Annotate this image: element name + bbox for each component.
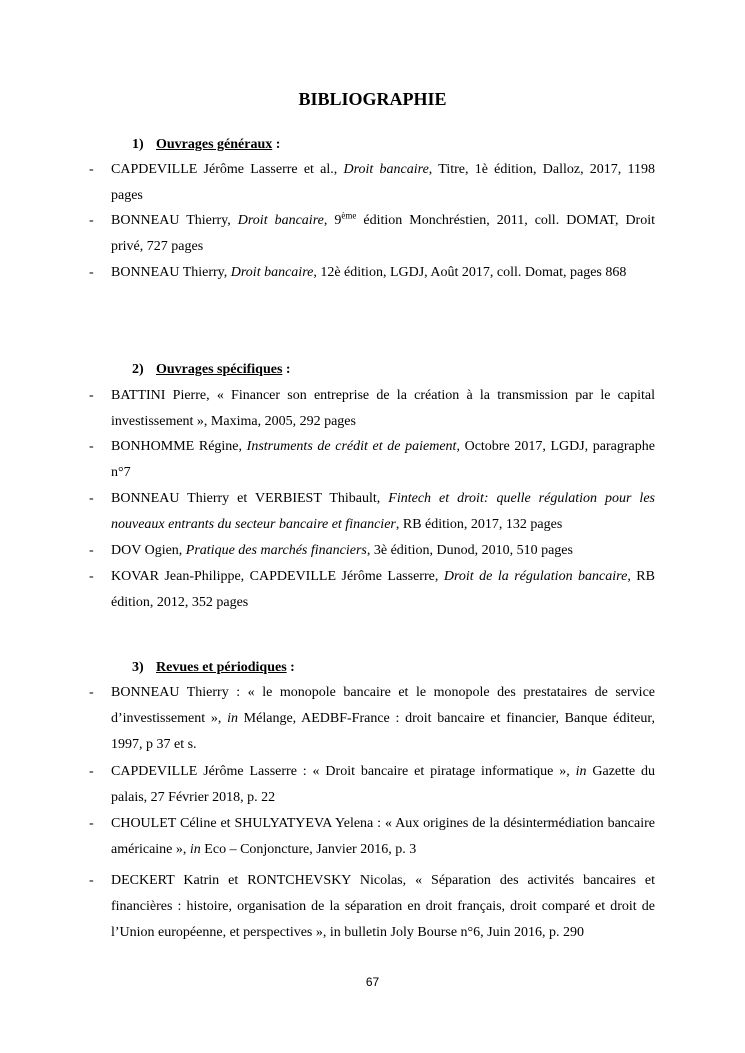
bibliography-entry bbox=[111, 680, 655, 758]
entry-italic-text: in bbox=[189, 842, 201, 857]
entry-text: Mélange, AEDBF-France : droit bancaire et financier, Banque éditeur, 1997, p 37 et s. bbox=[111, 711, 655, 752]
entry-text: , 12è édition, LGDJ, Août 2017, coll. Domat, pages 868 bbox=[313, 265, 627, 280]
list-bullet: - bbox=[89, 543, 94, 558]
entry-text: KOVAR Jean-Philippe, CAPDEVILLE Jérôme Lasserre, bbox=[111, 569, 444, 584]
list-bullet: - bbox=[89, 764, 94, 779]
list-bullet: - bbox=[89, 685, 94, 700]
entry-text: , 9 bbox=[323, 213, 342, 228]
entry-italic-text: Instruments de crédit et de paiement bbox=[246, 439, 457, 454]
list-bullet: - bbox=[89, 439, 94, 454]
entry-text: CHOULET Céline et SHULYATYEVA Yelena : « Aux origines de la désintermédiation bancaire américaine », bbox=[111, 816, 655, 857]
entry-italic-text: Droit de la régulation bancaire bbox=[443, 569, 628, 584]
entry-text: BONNEAU Thierry et VERBIEST Thibault, bbox=[111, 491, 389, 506]
list-bullet: - bbox=[89, 388, 94, 403]
list-bullet: - bbox=[89, 816, 94, 831]
entry-text: DOV Ogien, bbox=[111, 543, 186, 558]
entry-text: CAPDEVILLE Jérôme Lasserre : « Droit bancaire et piratage informatique », bbox=[111, 764, 576, 779]
section-heading-ouvrages-specifiques bbox=[132, 362, 291, 378]
section-number: 2) bbox=[132, 362, 144, 377]
section-suffix: : bbox=[282, 362, 291, 377]
bibliography-entry bbox=[111, 383, 655, 435]
bibliography-entry bbox=[111, 434, 655, 486]
list-bullet: - bbox=[89, 491, 94, 506]
bibliography-entry bbox=[111, 811, 655, 863]
bibliography-entry bbox=[111, 260, 655, 286]
section-heading-revues-periodiques bbox=[132, 660, 295, 676]
entry-italic-text: in bbox=[227, 711, 238, 726]
entry-italic-text: in bbox=[575, 764, 587, 779]
page-number: 67 bbox=[365, 975, 380, 989]
section-heading-ouvrages-generaux bbox=[132, 137, 280, 153]
list-bullet: - bbox=[89, 569, 94, 584]
list-bullet: - bbox=[89, 162, 94, 177]
bibliography-entry bbox=[111, 208, 655, 260]
entry-text: , Titre, 1è édition, Dalloz, 2017, 1198 pages bbox=[111, 162, 655, 203]
entry-text: Gazette du palais, 27 Février 2018, p. 22 bbox=[111, 764, 656, 805]
entry-italic-text: Fintech et droit: quelle régulation pour les nouveaux entrants du secteur bancaire et financier bbox=[111, 491, 655, 532]
bibliography-entry bbox=[111, 564, 655, 616]
bibliography-entry bbox=[111, 486, 655, 538]
entry-text: BONNEAU Thierry, bbox=[111, 213, 238, 228]
entry-text: , RB édition, 2017, 132 pages bbox=[395, 517, 563, 532]
entry-superscript: ème bbox=[341, 210, 357, 221]
section-title: Revues et périodiques bbox=[156, 660, 287, 675]
section-number: 1) bbox=[132, 137, 144, 152]
bibliography-entry bbox=[111, 868, 655, 946]
entry-text: , Octobre 2017, LGDJ, paragraphe n°7 bbox=[111, 439, 655, 480]
entry-italic-text: Droit bancaire bbox=[230, 265, 314, 280]
bibliography-entry bbox=[111, 538, 655, 564]
entry-text: édition Monchréstien, 2011, coll. DOMAT, Droit privé, 727 pages bbox=[111, 213, 655, 254]
entry-text: BONNEAU Thierry, bbox=[111, 265, 231, 280]
entry-text: BONNEAU Thierry : « le monopole bancaire et le monopole des prestataires de service d’investissement », bbox=[111, 685, 655, 726]
page-title: BIBLIOGRAPHIE bbox=[298, 89, 447, 109]
bibliography-entry bbox=[111, 759, 655, 811]
section-suffix: : bbox=[286, 660, 295, 675]
entry-italic-text: Pratique des marchés financiers bbox=[185, 543, 367, 558]
section-number: 3) bbox=[132, 660, 144, 675]
section-title: Ouvrages généraux bbox=[156, 137, 273, 152]
list-bullet: - bbox=[89, 873, 94, 888]
entry-text: , 3è édition, Dunod, 2010, 510 pages bbox=[366, 543, 573, 558]
entry-text: , RB édition, 2012, 352 pages bbox=[111, 569, 655, 610]
section-title: Ouvrages spécifiques bbox=[156, 362, 283, 377]
entry-text: BATTINI Pierre, « Financer son entreprise de la création à la transmission par le capital investissement », Maxima, 2005, 292 pages bbox=[111, 388, 655, 429]
entry-italic-text: Droit bancaire bbox=[237, 213, 324, 228]
entry-text: BONHOMME Régine, bbox=[111, 439, 247, 454]
entry-text: DECKERT Katrin et RONTCHEVSKY Nicolas, « Séparation des activités bancaires et financières : histoire, organisation de la séparation en droit français, droit comparé et droit de l’Union européenne, et perspectives », in bulletin Joly Bourse n°6, Juin 2016, p. 290 bbox=[111, 873, 655, 940]
entry-text: CAPDEVILLE Jérôme Lasserre et al., bbox=[111, 162, 344, 177]
entry-italic-text: Droit bancaire bbox=[343, 162, 429, 177]
bibliography-entry bbox=[111, 157, 655, 209]
section-suffix: : bbox=[272, 137, 281, 152]
list-bullet: - bbox=[89, 213, 94, 228]
entry-text: Eco – Conjoncture, Janvier 2016, p. 3 bbox=[200, 842, 417, 857]
list-bullet: - bbox=[89, 265, 94, 280]
